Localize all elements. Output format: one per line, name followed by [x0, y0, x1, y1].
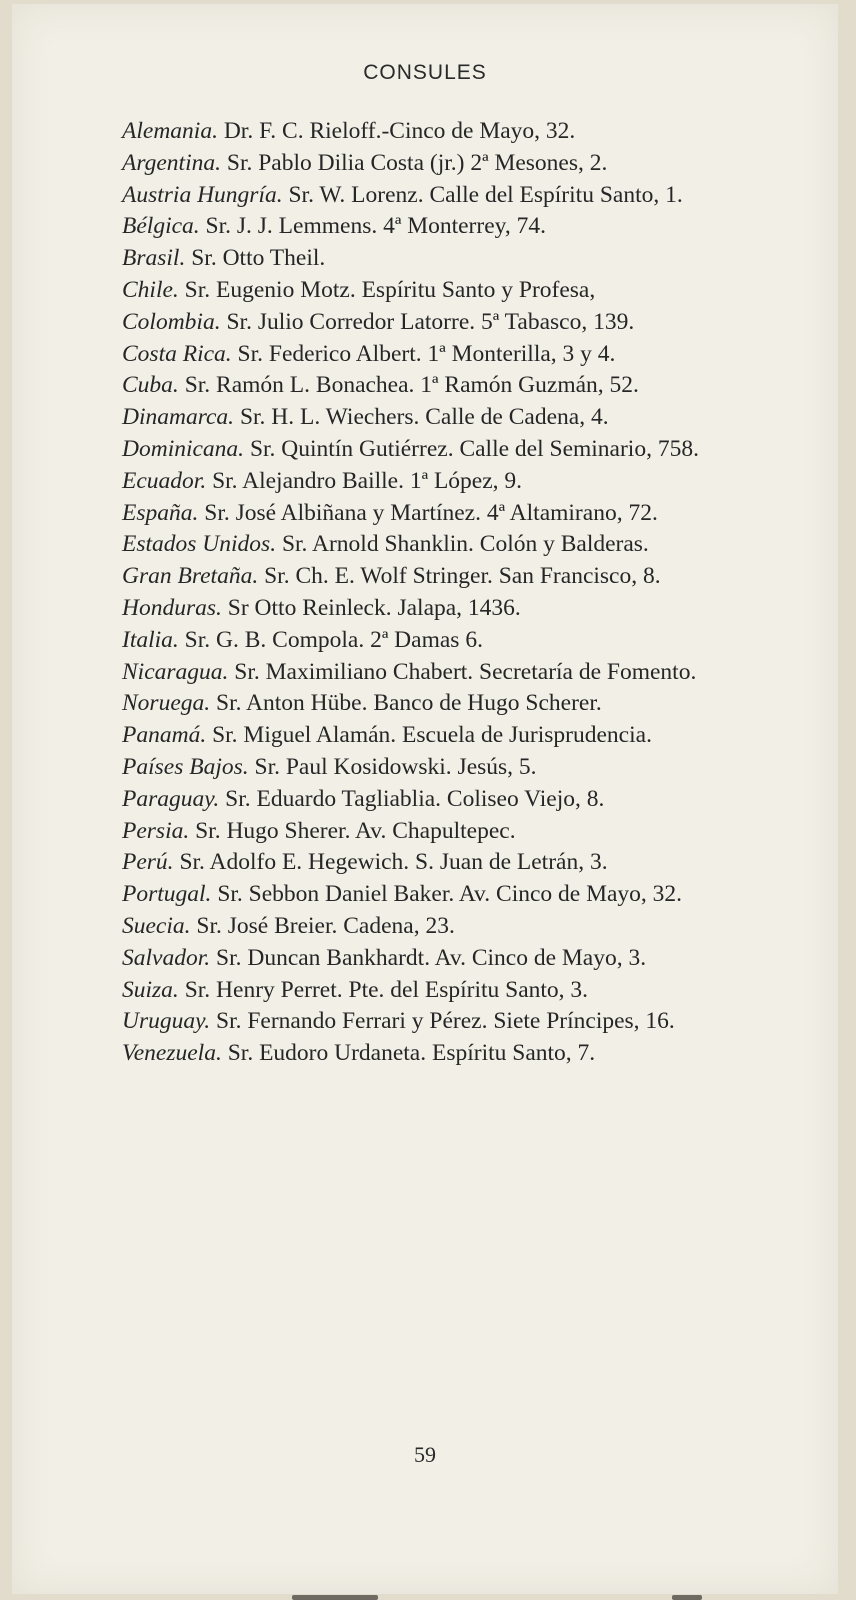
consul-details: Sr. Hugo Sherer. Av. Chapultepec.	[189, 817, 516, 844]
consul-entry	[98, 1006, 778, 1038]
consul-entry	[98, 211, 778, 243]
country-name: Austria Hungría.	[122, 181, 283, 208]
consul-entry	[98, 339, 778, 371]
consul-entry	[98, 498, 778, 530]
country-name: Panamá.	[122, 722, 207, 749]
consul-entry	[98, 625, 778, 657]
country-name: Ecuador.	[122, 467, 207, 494]
consul-details: Sr. Eudoro Urdaneta. Espíritu Santo, 7.	[221, 1040, 596, 1067]
consul-details: Sr. G. B. Compola. 2ª Damas 6.	[178, 626, 483, 653]
binding-mark	[672, 1595, 702, 1600]
consul-details: Sr. J. J. Lemmens. 4ª Monterrey, 74.	[199, 213, 546, 240]
consul-details: Sr. José Albiñana y Martínez. 4ª Altamirano, 72.	[198, 499, 658, 526]
consul-entry	[98, 148, 778, 180]
country-name: Dinamarca.	[122, 404, 235, 431]
consul-details: Sr. Paul Kosidowski. Jesús, 5.	[248, 753, 537, 780]
consul-entry	[98, 307, 778, 339]
consul-details: Sr. Ramón L. Bonachea. 1ª Ramón Guzmán, 52.	[178, 372, 639, 399]
consul-entry	[98, 784, 778, 816]
consul-entry	[98, 943, 778, 975]
country-name: Honduras.	[122, 594, 222, 621]
consul-entry	[98, 688, 778, 720]
country-name: Salvador.	[122, 944, 211, 971]
consul-entry	[98, 879, 778, 911]
country-name: Países Bajos.	[122, 753, 249, 780]
country-name: Uruguay.	[122, 1008, 211, 1035]
consul-entry	[98, 402, 778, 434]
consul-details: Sr. Federico Albert. 1ª Monterilla, 3 y 4.	[231, 340, 616, 367]
country-name: Brasil.	[122, 245, 186, 272]
consul-details: Sr. Duncan Bankhardt. Av. Cinco de Mayo, 3.	[210, 944, 647, 971]
consul-details: Sr. Otto Theil.	[185, 245, 326, 272]
country-name: Suiza.	[122, 976, 179, 1003]
country-name: Noruega.	[122, 690, 211, 717]
consul-entry	[98, 466, 778, 498]
consul-details: Sr. Adolfo E. Hegewich. S. Juan de Letrán, 3.	[173, 849, 608, 876]
consul-details: Sr. Anton Hübe. Banco de Hugo Scherer.	[210, 690, 602, 717]
consul-details: Sr. Fernando Ferrari y Pérez. Siete Príncipes, 16.	[210, 1008, 675, 1035]
consul-details: Sr. Arnold Shanklin. Colón y Balderas.	[276, 531, 649, 558]
consul-details: Sr. Eduardo Tagliablia. Coliseo Viejo, 8.	[219, 785, 605, 812]
consul-details: Sr. Alejandro Baille. 1ª López, 9.	[206, 467, 523, 494]
consul-entry	[98, 720, 778, 752]
consul-entry	[98, 752, 778, 784]
binding-mark	[292, 1595, 378, 1600]
consul-details: Sr. Ch. E. Wolf Stringer. San Francisco, 8.	[258, 563, 661, 590]
country-name: Argentina.	[122, 149, 221, 176]
country-name: Bélgica.	[122, 213, 200, 240]
country-name: Alemania.	[122, 118, 218, 144]
country-name: Estados Unidos.	[122, 531, 277, 558]
consul-details: Sr Otto Reinleck. Jalapa, 1436.	[221, 594, 521, 621]
country-name: España.	[122, 499, 199, 526]
consul-details: Sr. Miguel Alamán. Escuela de Jurisprudencia.	[206, 722, 652, 749]
country-name: Gran Bretaña.	[122, 563, 259, 590]
consul-details: Sr. Henry Perret. Pte. del Espíritu Santo, 3.	[178, 976, 589, 1003]
country-name: Portugal.	[122, 881, 212, 908]
consul-entry	[98, 243, 778, 275]
consul-details: Sr. Quintín Gutiérrez. Calle del Seminario, 758.	[244, 435, 699, 462]
consul-details: Dr. F. C. Rieloff.-Cinco de Mayo, 32.	[217, 118, 576, 144]
consul-entry	[98, 434, 778, 466]
consul-details: Sr. Maximiliano Chabert. Secretaría de Fomento.	[228, 658, 697, 685]
page-number: 59	[414, 1442, 436, 1467]
country-name: Perú.	[122, 849, 174, 876]
consul-details: Sr. Julio Corredor Latorre. 5ª Tabasco, 139.	[220, 308, 635, 335]
country-name: Paraguay.	[122, 785, 220, 812]
country-name: Colombia.	[122, 308, 221, 335]
consul-entry	[98, 657, 778, 689]
consul-details: Sr. H. L. Wiechers. Calle de Cadena, 4.	[234, 404, 609, 431]
country-name: Persia.	[122, 817, 190, 844]
consul-details: Sr. Sebbon Daniel Baker. Av. Cinco de Mayo, 32.	[211, 881, 683, 908]
country-name: Cuba.	[122, 372, 179, 399]
consul-entry	[98, 370, 778, 402]
country-name: Costa Rica.	[122, 340, 232, 367]
country-name: Venezuela.	[122, 1040, 222, 1067]
consul-details: Sr. W. Lorenz. Calle del Espíritu Santo, 1.	[282, 181, 683, 208]
consul-entry	[98, 529, 778, 561]
consul-details: Sr. José Breier. Cadena, 23.	[190, 912, 455, 939]
consul-entry	[98, 816, 778, 848]
country-name: Dominicana.	[122, 435, 245, 462]
page-heading: CONSULES	[363, 61, 487, 84]
consul-entry	[98, 275, 778, 307]
consul-entry	[98, 847, 778, 879]
consul-entry	[98, 561, 778, 593]
consul-entry	[98, 593, 778, 625]
consul-entry	[98, 975, 778, 1007]
consul-details: Sr. Pablo Dilia Costa (jr.) 2ª Mesones, 2.	[221, 149, 608, 176]
country-name: Suecia.	[122, 912, 191, 939]
consul-entry	[98, 911, 778, 943]
country-name: Nicaragua.	[122, 658, 229, 685]
country-name: Chile.	[122, 276, 179, 303]
country-name: Italia.	[122, 626, 179, 653]
consul-entry	[98, 116, 778, 148]
consul-list	[98, 116, 778, 1070]
book-page	[12, 4, 838, 1594]
consul-entry	[98, 1038, 778, 1070]
consul-entry	[98, 180, 778, 212]
consul-details: Sr. Eugenio Motz. Espíritu Santo y Profesa,	[178, 276, 596, 303]
